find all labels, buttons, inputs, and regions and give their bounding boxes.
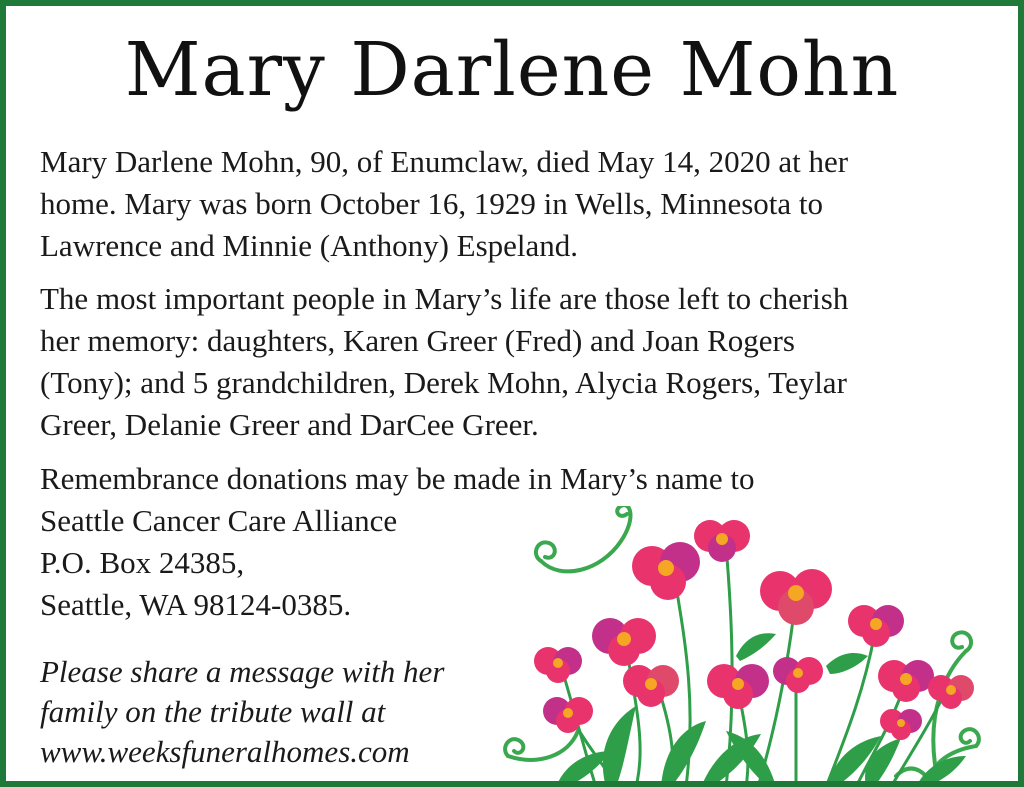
obituary-paragraph-donations: Remembrance donations may be made in Mary’s name to Seattle Cancer Care Alliance P.O. Box 24385, Seattle, WA 98124-0385.	[40, 461, 755, 622]
obituary-paragraph-survivors: The most important people in Mary’s life are those left to cherish her memory: daughters, Karen Greer (Fred) and Joan Rogers (Tony); and 5 grandchildren, Derek Mohn, Alycia Rogers, Teylar Greer, Delanie Greer and DarCee Greer.	[40, 281, 849, 442]
obituary-paragraph-intro: Mary Darlene Mohn, 90, of Enumclaw, died May 14, 2020 at her home. Mary was born October 16, 1929 in Wells, Minnesota to Lawrence and Minnie (Anthony) Espeland.	[40, 144, 849, 263]
tribute-wall-note: Please share a message with her family on the tribute wall at www.weeksfuneralhomes.com	[40, 654, 445, 769]
flower-bouquet-icon	[496, 506, 1022, 787]
obituary-title: Mary Darlene Mohn	[124, 27, 900, 113]
